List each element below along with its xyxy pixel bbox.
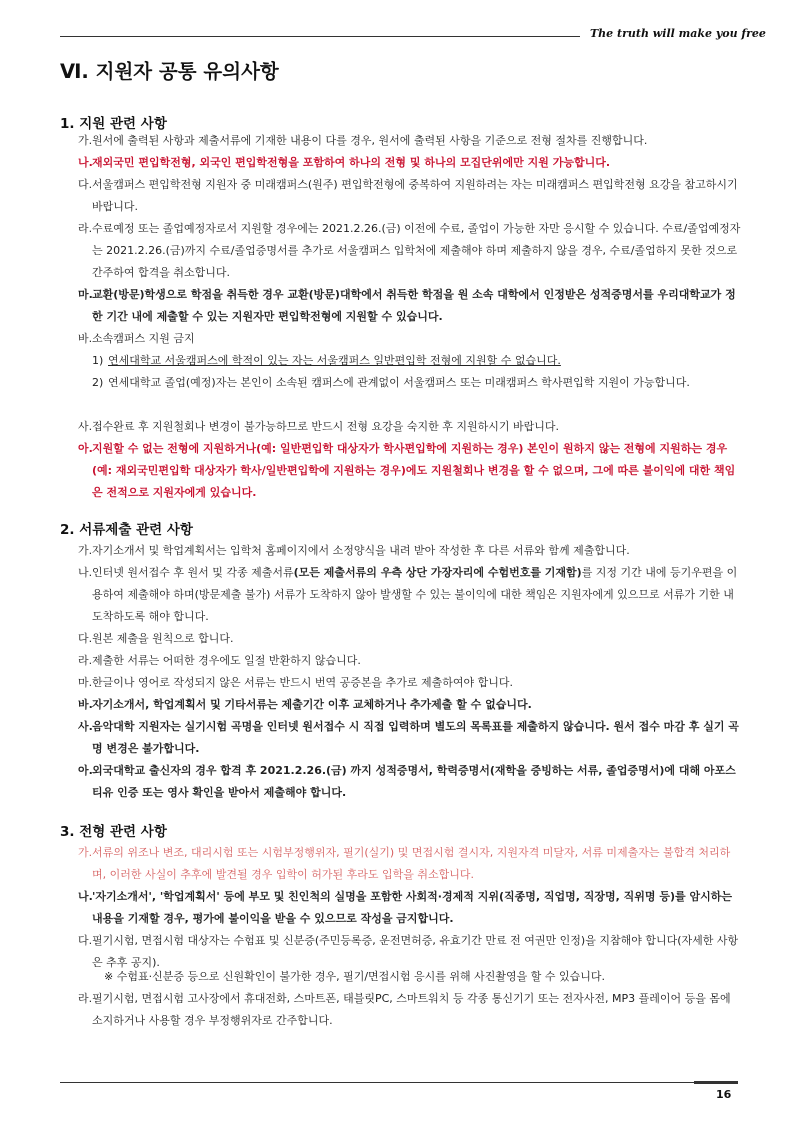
page-title: Ⅵ. 지원자 공통 유의사항 [60, 60, 279, 83]
page-number: 16 [716, 1088, 732, 1101]
item-text: 필기시험, 면접시험 고사장에서 휴대전화, 스마트폰, 태블릿PC, 스마트워치 등 각종 통신기기 또는 전자사전, MP3 플레이어 등을 몸에 소지하거나 사용할 경우 부정행위자로 간주합니다. [92, 992, 731, 1027]
item-marker: 다. [78, 178, 93, 191]
item-text: 자기소개서, 학업계획서 및 기타서류는 제출기간 이후 교체하거나 추가제출 할 수 없습니다. [92, 698, 532, 711]
item-text: 필기시험, 면접시험 대상자는 수험표 및 신분증(주민등록증, 운전면허증, 유효기간 만료 전 여권만 인정)을 지참해야 합니다(자세한 사항은 추후 공지). [92, 934, 739, 969]
section-heading-support: 1. 지원 관련 사항 [60, 116, 167, 132]
item-marker: 가. [78, 134, 93, 147]
footer-rule [60, 1082, 732, 1083]
item-marker: 가. [78, 544, 93, 557]
item-marker: 라. [78, 222, 93, 235]
list-item [78, 540, 742, 562]
item-marker: 나. [78, 156, 93, 169]
item-marker: 바. [78, 698, 93, 711]
item-marker: 가. [78, 846, 93, 859]
item-marker: 다. [78, 632, 93, 645]
sub-list-item [92, 372, 742, 394]
list-item [78, 628, 742, 650]
item-text: ※ 수험표·신분증 등으로 신원확인이 불가한 경우, 필기/면접시험 응시를 위해 사진촬영을 할 수 있습니다. [104, 970, 606, 983]
item-text: 접수완료 후 지원철회나 변경이 불가능하므로 반드시 전형 요강을 숙지한 후 지원하시기 바랍니다. [92, 420, 559, 433]
item-text: 서류의 위조나 변조, 대리시험 또는 시험부정행위자, 필기(실기) 및 면접시험 결시자, 지원자격 미달자, 서류 미제출자는 불합격 처리하며, 이러한 사실이 추후에 발견될 경우 입학이 허가된 후라도 입학을 취소합니다. [92, 846, 731, 881]
item-text [78, 562, 742, 628]
item-marker: 마. [78, 676, 93, 689]
item-text: 제출한 서류는 어떠한 경우에도 일절 반환하지 않습니다. [92, 654, 361, 667]
list-item [78, 152, 742, 174]
item-text-after: 를 지정 기간 내에 등기우편을 이용하여 제출해야 하며(방문제출 불가) 서류가 도착하지 않아 발생할 수 있는 불이익에 대한 책임은 지원자에게 있으므로 서류가 기한 내 도착하도록 해야 합니다. [92, 566, 738, 623]
item-text: 자기소개서 및 학업계획서는 입학처 홈페이지에서 소정양식을 내려 받아 작성한 후 다른 서류와 함께 제출합니다. [92, 544, 630, 557]
item-marker: 다. [78, 934, 93, 947]
item-marker: 아. [78, 442, 93, 455]
list-item [78, 174, 742, 218]
section-heading-documents: 2. 서류제출 관련 사항 [60, 522, 193, 538]
item-marker: 1) [92, 354, 104, 367]
list-item [78, 328, 742, 350]
item-marker: 바. [78, 332, 93, 345]
list-item [78, 438, 742, 504]
item-text: 외국대학교 출신자의 경우 합격 후 2021.2.26.(금) 까지 성적증명서, 학력증명서(재학을 증빙하는 서류, 졸업증명서)에 대해 아포스티유 인증 또는 영사 확인을 받아서 제출해야 합니다. [92, 764, 736, 799]
item-marker: 마. [78, 288, 93, 301]
item-text: 재외국민 편입학전형, 외국인 편입학전형을 포함하여 하나의 전형 및 하나의 모집단위에만 지원 가능합니다. [92, 156, 611, 169]
list-item [78, 416, 742, 438]
item-text-emphasis: (모든 제출서류의 우측 상단 가장자리에 수험번호를 기재함) [293, 566, 582, 579]
list-item [78, 130, 742, 152]
section-heading-selection: 3. 전형 관련 사항 [60, 824, 167, 840]
item-marker: 2) [92, 376, 104, 389]
sub-list-item [92, 350, 742, 372]
item-marker: 사. [78, 420, 93, 433]
list-item [78, 284, 742, 328]
item-text: 한글이나 영어로 작성되지 않은 서류는 반드시 번역 공증본을 추가로 제출하여야 합니다. [92, 676, 513, 689]
item-text: 연세대학교 졸업(예정)자는 본인이 소속된 캠퍼스에 관계없이 서울캠퍼스 또는 미래캠퍼스 학사편입학 지원이 가능합니다. [108, 376, 690, 389]
header-motto: The truth will make you free [590, 27, 766, 40]
item-text: 연세대학교 서울캠퍼스에 학적이 있는 자는 서울캠퍼스 일반편입학 전형에 지원할 수 없습니다. [108, 354, 561, 367]
item-marker: 아. [78, 764, 93, 777]
item-text: 지원할 수 없는 전형에 지원하거나(예: 일반편입학 대상자가 학사편입학에 지원하는 경우) 본인이 원하지 않는 전형에 지원하는 경우(예: 재외국민편입학 대상자가 학사/일반편입학에 지원하는 경우)에도 지원철회나 변경을 할 수 없으며, 그에 따른 불이익에 대한 책임은 전적으로 지원자에게 있습니다. [92, 442, 736, 499]
list-item [78, 988, 742, 1032]
item-text: 서울캠퍼스 편입학전형 지원자 중 미래캠퍼스(원주) 편입학전형에 중복하여 지원하려는 자는 미래캠퍼스 편입학전형 요강을 참고하시기 바랍니다. [92, 178, 738, 213]
list-item [78, 886, 742, 930]
header-rule [60, 36, 580, 37]
item-marker: 사. [78, 720, 93, 733]
item-text: 원본 제출을 원칙으로 합니다. [92, 632, 234, 645]
item-text: '자기소개서', '학업계획서' 등에 부모 및 친인척의 실명을 포함한 사회적·경제적 지위(직종명, 직업명, 직장명, 직위명 등)를 암시하는 내용을 기재할 경우, 평가에 불이익을 받을 수 있으므로 작성을 금지합니다. [92, 890, 732, 925]
list-item [78, 672, 742, 694]
list-item [78, 760, 742, 804]
item-text-before: 인터넷 원서접수 후 원서 및 각종 제출서류 [92, 566, 294, 579]
footer-tab [694, 1081, 738, 1084]
item-marker: 나. [78, 890, 93, 903]
item-text: 소속캠퍼스 지원 금지 [92, 332, 195, 345]
list-item [78, 842, 742, 886]
item-text: 수료예정 또는 졸업예정자로서 지원할 경우에는 2021.2.26.(금) 이전에 수료, 졸업이 가능한 자만 응시할 수 있습니다. 수료/졸업예정자는 2021.2.26.(금)까지 수료/졸업증명서를 추가로 서울캠퍼스 입학처에 제출해야 하며 제출하지 않을 경우, 수료/졸업하지 못한 것으로 간주하여 합격을 취소합니다. [92, 222, 741, 279]
item-marker: 라. [78, 654, 93, 667]
list-item [78, 218, 742, 284]
list-item [78, 562, 742, 628]
item-text: 음악대학 지원자는 실기시험 곡명을 인터넷 원서접수 시 직접 입력하며 별도의 목록표를 제출하지 않습니다. 원서 접수 마감 후 실기 곡명 변경은 불가합니다. [92, 720, 739, 755]
item-text: 교환(방문)학생으로 학점을 취득한 경우 교환(방문)대학에서 취득한 학점을 원 소속 대학에서 인정받은 성적증명서를 우리대학교가 정한 기간 내에 제출할 수 있는 지원자만 편입학전형에 지원할 수 있습니다. [92, 288, 736, 323]
item-text: 원서에 출력된 사항과 제출서류에 기재한 내용이 다를 경우, 원서에 출력된 사항을 기준으로 전형 절차를 진행합니다. [92, 134, 648, 147]
note-item [104, 966, 742, 988]
item-marker: 라. [78, 992, 93, 1005]
list-item [78, 694, 742, 716]
list-item [78, 650, 742, 672]
list-item [78, 716, 742, 760]
item-marker: 나. [78, 566, 93, 579]
